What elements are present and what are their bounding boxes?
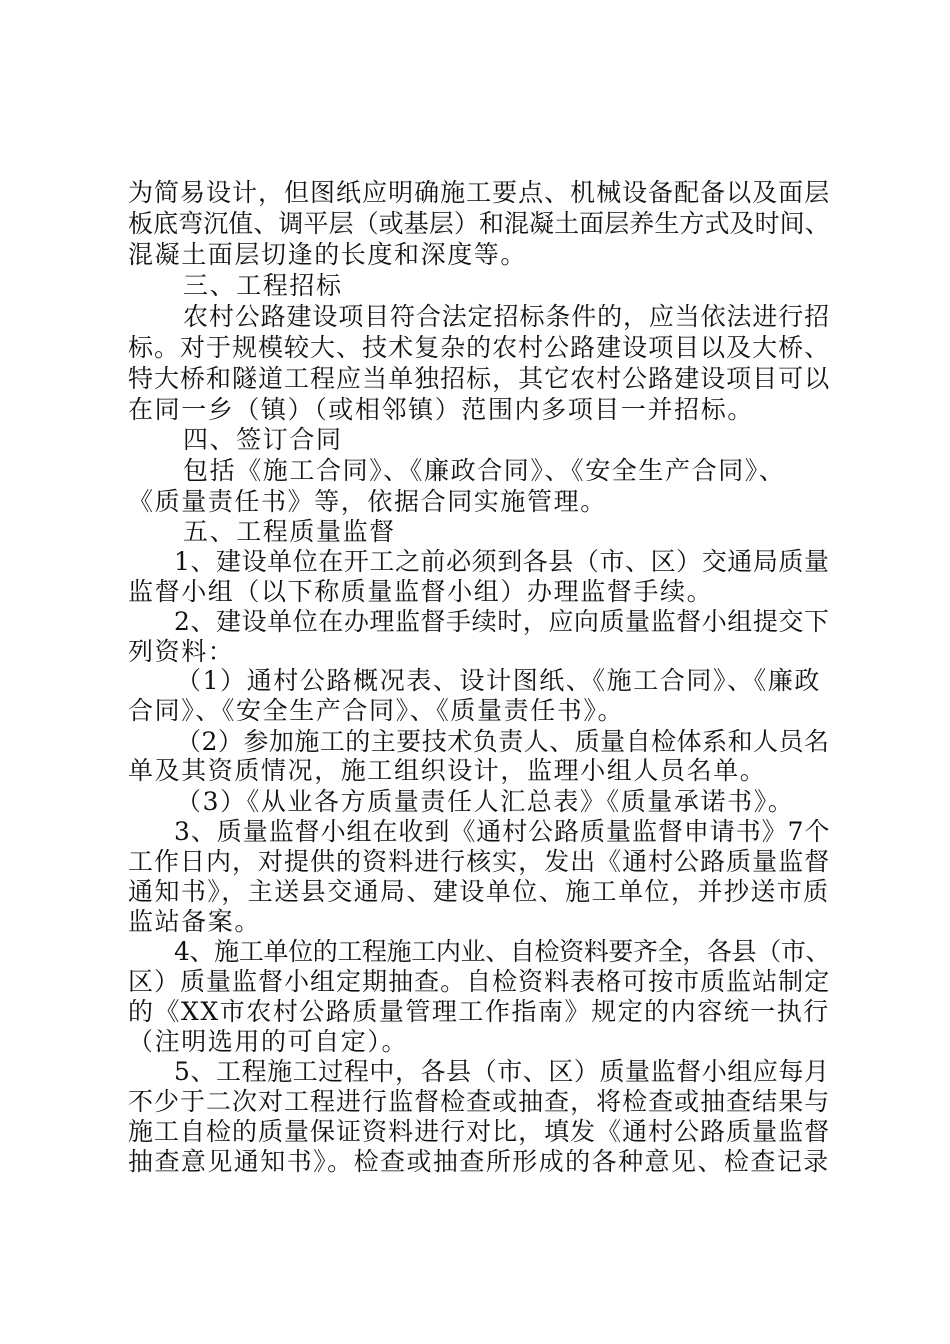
paragraph-line: 2、建设单位在办理监督手续时，应向质量监督小组提交下: [174, 607, 830, 636]
paragraph-line: 施工自检的质量保证资料进行对比，填发《通村公路质量监督: [128, 1117, 831, 1146]
paragraph-line: 的《XX市农村公路质量管理工作指南》规定的内容统一执行: [128, 997, 830, 1026]
paragraph-line: 在同一乡（镇）（或相邻镇）范围内多项目一并招标。: [128, 395, 754, 424]
paragraph-line: 标。对于规模较大、技术复杂的农村公路建设项目以及大桥、: [128, 333, 831, 362]
paragraph-line: 5、工程施工过程中，各县（市、区）质量监督小组应每月: [174, 1057, 830, 1086]
list-item: （2）参加施工的主要技术负责人、质量自检体系和人员名: [176, 727, 830, 756]
paragraph-line: 混凝土面层切逢的长度和深度等。: [128, 240, 528, 269]
section-heading: 三、工程招标: [183, 271, 343, 300]
paragraph-line: 包括《施工合同》、《廉政合同》、《安全生产合同》、: [183, 456, 786, 485]
section-heading: 五、工程质量监督: [183, 517, 396, 546]
paragraph-line: 抽查意见通知书》。检查或抽查所形成的各种意见、检查记录: [128, 1147, 830, 1176]
paragraph-line: 4、施工单位的工程施工内业、自检资料要齐全，各县（市、: [174, 937, 831, 966]
paragraph-line: 监督小组（以下称质量监督小组）办理监督手续。: [128, 577, 714, 606]
paragraph-line: 工作日内，对提供的资料进行核实，发出《通村公路质量监督: [128, 847, 831, 876]
list-item: （3）《从业各方质量责任人汇总表》《质量承诺书》。: [176, 787, 795, 816]
paragraph-line: 特大桥和隧道工程应当单独招标，其它农村公路建设项目可以: [128, 364, 831, 393]
paragraph-line: 农村公路建设项目符合法定招标条件的，应当依法进行招: [183, 302, 831, 331]
list-item: （1）通村公路概况表、设计图纸、《施工合同》、《廉政: [176, 666, 822, 695]
paragraph-line: 监站备案。: [128, 907, 262, 936]
paragraph-line: 通知书》，主送县交通局、建设单位、施工单位，并抄送市质: [128, 877, 830, 906]
paragraph-line: 区）质量监督小组定期抽查。自检资料表格可按市质监站制定: [128, 967, 831, 996]
section-heading: 四、签订合同: [183, 425, 343, 454]
paragraph-line: 1、建设单位在开工之前必须到各县（市、区）交通局质量: [174, 547, 830, 576]
list-item: 合同》、《安全生产合同》、《质量责任书》。: [128, 696, 625, 725]
list-item: 单及其资质情况，施工组织设计，监理小组人员名单。: [128, 756, 767, 785]
paragraph-line: 不少于二次对工程进行监督检查或抽查，将检查或抽查结果与: [128, 1087, 831, 1116]
paragraph-line: 板底弯沉值、调平层（或基层）和混凝土面层养生方式及时间、: [128, 209, 830, 238]
paragraph-line: 为简易设计，但图纸应明确施工要点、机械设备配备以及面层: [128, 178, 831, 207]
paragraph-line: 3、质量监督小组在收到《通村公路质量监督申请书》7个: [174, 817, 831, 846]
paragraph-line: 《质量责任书》等，依据合同实施管理。: [128, 487, 607, 516]
paragraph-line: （注明选用的可自定）。: [128, 1027, 409, 1056]
paragraph-line: 列资料：: [128, 637, 235, 666]
